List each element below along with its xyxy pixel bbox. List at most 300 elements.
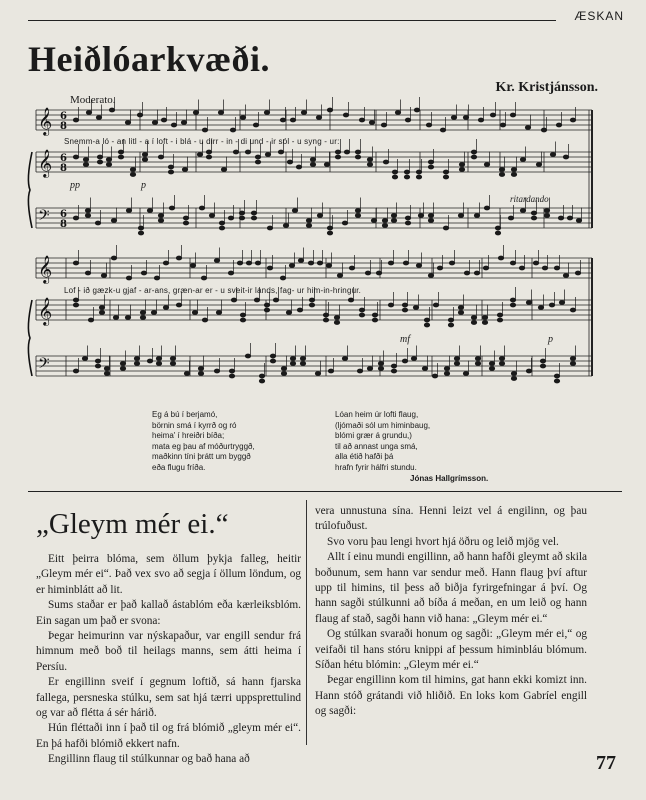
note-head — [391, 214, 396, 218]
note-head — [463, 116, 468, 120]
note-head — [138, 226, 143, 230]
dynamic-pp: pp — [70, 180, 80, 191]
note-head — [482, 316, 487, 320]
note-head — [290, 357, 295, 361]
note-head — [183, 221, 188, 225]
note-head — [106, 163, 111, 167]
dynamic-p-2: p — [548, 334, 553, 345]
note-head — [216, 311, 221, 315]
note-head — [111, 219, 116, 223]
note-head — [317, 214, 322, 218]
note-head — [296, 165, 301, 169]
lyrics-line-2: Lof - ið gæzk-u gjaf - ar-ans, græn-ar er - u sveit-ir lands, fag- ur him-in-hringur. — [64, 286, 362, 295]
composer-credit: Kr. Kristjánsson. — [495, 80, 598, 95]
note-head — [471, 155, 476, 159]
note-head — [251, 211, 256, 215]
note-head — [290, 118, 295, 122]
note-head — [259, 379, 264, 383]
note-head — [221, 168, 226, 172]
time-signature: 8 — [60, 219, 67, 230]
note-head — [104, 372, 109, 376]
note-head — [193, 111, 198, 115]
time-signature: 6 — [60, 209, 67, 220]
note-head — [301, 111, 306, 115]
note-head — [73, 155, 78, 159]
note-head — [300, 357, 305, 361]
note-head — [184, 372, 189, 376]
note-head — [214, 369, 219, 373]
note-head — [451, 116, 456, 120]
note-head — [118, 155, 123, 159]
note-head — [495, 231, 500, 235]
note-head — [367, 163, 372, 167]
note-head — [458, 306, 463, 310]
note-head — [290, 362, 295, 366]
poem-line: börnin smá í kyrrð og ró — [152, 420, 237, 430]
note-head — [490, 113, 495, 117]
note-head — [86, 111, 91, 115]
note-head — [463, 372, 468, 376]
note-head — [510, 303, 515, 307]
note-head — [416, 264, 421, 268]
page-number: 77 — [596, 752, 616, 774]
note-head — [255, 155, 260, 159]
note-head — [264, 303, 269, 307]
brace — [28, 300, 32, 376]
article-title: „Gleym mér ei.“ — [36, 508, 229, 540]
note-head — [229, 374, 234, 378]
note-head — [432, 374, 437, 378]
note-head — [554, 374, 559, 378]
note-head — [355, 150, 360, 154]
note-head — [147, 209, 152, 213]
treble-clef-icon: 𝄞 — [38, 107, 53, 135]
note-head — [73, 261, 78, 265]
note-head — [437, 266, 442, 270]
note-head — [163, 261, 168, 265]
note-head — [97, 155, 102, 159]
note-head — [283, 224, 288, 228]
brace — [28, 152, 32, 228]
note-head — [125, 316, 130, 320]
note-head — [372, 318, 377, 322]
note-head — [267, 266, 272, 270]
note-head — [289, 264, 294, 268]
note-head — [563, 155, 568, 159]
note-head — [508, 216, 513, 220]
note-head — [454, 362, 459, 366]
note-head — [171, 123, 176, 127]
note-head — [170, 357, 175, 361]
note-head — [281, 372, 286, 376]
note-head — [559, 301, 564, 305]
note-head — [83, 163, 88, 167]
note-head — [95, 364, 100, 368]
note-head — [558, 216, 563, 220]
note-head — [541, 128, 546, 132]
note-head — [449, 261, 454, 265]
note-head — [554, 266, 559, 270]
note-head — [511, 173, 516, 177]
note-head — [359, 308, 364, 312]
note-head — [130, 168, 135, 172]
note-head — [556, 123, 561, 127]
note-head — [405, 118, 410, 122]
note-head — [497, 313, 502, 317]
note-head — [526, 301, 531, 305]
note-head — [376, 271, 381, 275]
note-head — [202, 128, 207, 132]
note-head — [156, 362, 161, 366]
note-head — [95, 359, 100, 363]
note-head — [355, 155, 360, 159]
note-head — [478, 118, 483, 122]
note-head — [570, 308, 575, 312]
note-head — [297, 308, 302, 312]
note-head — [475, 357, 480, 361]
note-head — [495, 226, 500, 230]
note-head — [443, 170, 448, 174]
poem-line: mata eg þau af móðurtryggð, — [152, 441, 255, 451]
note-head — [359, 313, 364, 317]
note-head — [444, 372, 449, 376]
note-head — [111, 256, 116, 260]
note-head — [367, 158, 372, 162]
note-head — [88, 318, 93, 322]
article-paragraph: Svo voru þau lengi hvort hjá öðru og leið mjög vel. — [327, 535, 559, 548]
note-head — [365, 271, 370, 275]
note-head — [134, 362, 139, 366]
note-head — [181, 121, 186, 125]
bass-clef-icon: 𝄢 — [38, 355, 50, 376]
note-head — [140, 311, 145, 315]
note-head — [101, 274, 106, 278]
note-head — [134, 357, 139, 361]
note-head — [575, 271, 580, 275]
note-head — [270, 359, 275, 363]
note-head — [416, 175, 421, 179]
note-head — [458, 214, 463, 218]
note-head — [315, 372, 320, 376]
note-head — [328, 369, 333, 373]
note-head — [337, 274, 342, 278]
note-head — [372, 313, 377, 317]
note-head — [483, 266, 488, 270]
note-head — [359, 118, 364, 122]
note-head — [402, 303, 407, 307]
note-head — [378, 362, 383, 366]
note-head — [245, 354, 250, 358]
note-head — [414, 108, 419, 112]
note-head — [170, 362, 175, 366]
note-head — [163, 306, 168, 310]
note-head — [156, 357, 161, 361]
note-head — [382, 219, 387, 223]
note-head — [106, 158, 111, 162]
note-head — [198, 372, 203, 376]
note-head — [201, 276, 206, 280]
poem-line: til að annast unga smá, — [335, 441, 418, 451]
note-head — [306, 224, 311, 228]
note-head — [510, 113, 515, 117]
note-head — [381, 123, 386, 127]
note-head — [464, 271, 469, 275]
note-head — [280, 276, 285, 280]
note-head — [168, 170, 173, 174]
note-head — [281, 367, 286, 371]
note-head — [154, 276, 159, 280]
note-head — [542, 266, 547, 270]
note-head — [109, 108, 114, 112]
article-left-column — [36, 552, 301, 768]
note-head — [334, 321, 339, 325]
note-head — [428, 214, 433, 218]
note-head — [484, 163, 489, 167]
note-head — [239, 211, 244, 215]
note-head — [317, 261, 322, 265]
note-head — [563, 274, 568, 278]
running-head: ÆSKAN — [574, 9, 624, 23]
note-head — [270, 354, 275, 358]
note-head — [158, 155, 163, 159]
note-head — [158, 214, 163, 218]
poem-line: Lóan heim úr lofti flaug, — [335, 410, 419, 419]
note-head — [531, 211, 536, 215]
note-head — [152, 121, 157, 125]
note-head — [428, 165, 433, 169]
note-head — [357, 369, 362, 373]
note-head — [342, 221, 347, 225]
note-head — [73, 303, 78, 307]
time-signature: 6 — [60, 153, 67, 164]
article-paragraph: Er engillinn sveif í gegnum loftið, sá hann fjarska fallega, persneska stúlku, sem sat hjá tærri uppsprettulind og var að flétta á sér hárið. — [36, 676, 301, 720]
note-head — [85, 271, 90, 275]
note-head — [448, 323, 453, 327]
note-head — [309, 298, 314, 302]
note-head — [300, 362, 305, 366]
note-head — [475, 362, 480, 366]
note-head — [161, 118, 166, 122]
note-head — [498, 256, 503, 260]
note-head — [255, 261, 260, 265]
note-head — [206, 150, 211, 154]
note-head — [511, 377, 516, 381]
note-head — [458, 311, 463, 315]
note-head — [113, 316, 118, 320]
note-head — [570, 357, 575, 361]
note-head — [428, 219, 433, 223]
note-head — [489, 367, 494, 371]
note-head — [443, 175, 448, 179]
treble-clef-icon: 𝄞 — [38, 297, 53, 325]
note-head — [540, 364, 545, 368]
time-signature: 6 — [60, 111, 67, 122]
note-head — [497, 318, 502, 322]
note-head — [335, 150, 340, 154]
note-head — [424, 318, 429, 322]
note-head — [576, 219, 581, 223]
note-head — [310, 163, 315, 167]
note-head — [280, 118, 285, 122]
note-head — [168, 165, 173, 169]
note-head — [126, 209, 131, 213]
note-head — [405, 221, 410, 225]
note-head — [246, 261, 251, 265]
note-head — [73, 369, 78, 373]
lyrics-line-1: Snemm-a ló - an litl - a í loft - i blá - u dirr - in - di und - ir sól - u syng - ur: — [64, 137, 340, 146]
note-head — [422, 367, 427, 371]
section-rule — [28, 491, 622, 492]
note-head — [97, 160, 102, 164]
note-head — [192, 311, 197, 315]
note-head — [499, 173, 504, 177]
note-head — [454, 357, 459, 361]
note-head — [391, 364, 396, 368]
note-head — [245, 150, 250, 154]
note-head — [405, 216, 410, 220]
note-head — [218, 111, 223, 115]
note-head — [395, 111, 400, 115]
note-head — [388, 303, 393, 307]
note-head — [531, 216, 536, 220]
note-head — [540, 359, 545, 363]
poem-line: alla étið hafði þá — [335, 452, 394, 461]
note-head — [403, 261, 408, 265]
note-head — [253, 123, 258, 127]
note-head — [298, 259, 303, 263]
bass-clef-icon: 𝄢 — [38, 207, 50, 228]
poem-line: heima' í hreiðri bíða; — [152, 431, 225, 440]
note-head — [292, 209, 297, 213]
note-head — [538, 306, 543, 310]
note-head — [198, 367, 203, 371]
note-head — [471, 150, 476, 154]
note-head — [240, 116, 245, 120]
note-head — [142, 153, 147, 157]
note-head — [499, 168, 504, 172]
poem-line: (ljómaði sól um himinbaug, — [335, 420, 431, 430]
note-head — [287, 160, 292, 164]
poem-line: maðkinn tíni þrátt um byggð — [152, 452, 251, 461]
note-head — [533, 261, 538, 265]
dynamic-ritardando: ritardando — [510, 194, 549, 204]
note-head — [392, 170, 397, 174]
note-head — [316, 116, 321, 120]
note-head — [230, 128, 235, 132]
note-head — [99, 306, 104, 310]
poem-author: Jónas Hallgrímsson. — [410, 474, 489, 483]
article-paragraph: Eitt þeirra blóma, sem öllum þykja falleg, heitir „Gleym mér ei“. Það vex svo að segja í öllum löndum, og er himinblátt að lit. — [36, 553, 301, 596]
note-head — [510, 261, 515, 265]
note-head — [526, 369, 531, 373]
note-head — [309, 303, 314, 307]
note-head — [520, 209, 525, 213]
note-head — [324, 163, 329, 167]
note-head — [229, 369, 234, 373]
note-head — [125, 121, 130, 125]
note-head — [237, 261, 242, 265]
note-head — [259, 374, 264, 378]
article-paragraph: Og stúlkan svaraði honum og sagði: „Gleym mér ei,“ og veifaði til hans stóru knippi af þessum himinbláu blómum. Síðan hétu blómin: „Gleym mér ei.“ — [315, 628, 587, 672]
treble-clef-icon: 𝄞 — [38, 255, 53, 283]
note-head — [120, 367, 125, 371]
note-head — [255, 160, 260, 164]
note-head — [323, 313, 328, 317]
note-head — [444, 367, 449, 371]
tempo-marking: Moderato. — [70, 94, 116, 106]
note-head — [158, 219, 163, 223]
article-paragraph: Þegar engillinn kom til himins, gat hann ekki komizt inn. Hann stóð grátandi við hliðið. En loks kom Gabríel engill og sagði: — [315, 674, 587, 718]
article-paragraph: Engillinn flaug til stúlkunnar og bað hana að — [48, 753, 250, 766]
note-head — [326, 264, 331, 268]
note-head — [183, 216, 188, 220]
note-head — [355, 209, 360, 213]
note-head — [500, 123, 505, 127]
note-head — [251, 216, 256, 220]
note-head — [404, 170, 409, 174]
note-head — [327, 226, 332, 230]
note-head — [511, 168, 516, 172]
note-head — [510, 298, 515, 302]
note-head — [95, 221, 100, 225]
note-head — [228, 271, 233, 275]
article-paragraph: Sums staðar er það kallað ástablóm eða kærleiksblóm. Ein sagan um það er svona: — [36, 599, 301, 627]
note-head — [570, 362, 575, 366]
note-head — [344, 150, 349, 154]
note-head — [519, 266, 524, 270]
dynamic-mf: mf — [400, 334, 410, 345]
note-head — [182, 168, 187, 172]
note-head — [474, 271, 479, 275]
note-head — [83, 158, 88, 162]
note-head — [544, 214, 549, 218]
note-head — [413, 306, 418, 310]
note-head — [369, 121, 374, 125]
note-head — [416, 170, 421, 174]
note-head — [104, 367, 109, 371]
note-head — [73, 298, 78, 302]
note-head — [209, 214, 214, 218]
note-head — [176, 303, 181, 307]
note-head — [138, 231, 143, 235]
note-head — [137, 113, 142, 117]
note-head — [426, 123, 431, 127]
note-head — [327, 108, 332, 112]
song-title: Heiðlóarkvæði. — [28, 39, 270, 79]
note-head — [231, 298, 236, 302]
note-head — [310, 158, 315, 162]
note-head — [371, 219, 376, 223]
note-head — [489, 362, 494, 366]
note-head — [199, 206, 204, 210]
note-head — [264, 111, 269, 115]
note-head — [511, 372, 516, 376]
article-paragraph: Hún fléttaði inn í það til og frá blómið „gleym mér ei“. En þá hafði blómið ekkert nafn. — [36, 722, 301, 750]
note-head — [118, 150, 123, 154]
note-head — [140, 316, 145, 320]
note-head — [418, 214, 423, 218]
note-head — [214, 259, 219, 263]
note-head — [120, 362, 125, 366]
note-head — [448, 318, 453, 322]
article-paragraph: Allt í einu mundi engillinn, að hann hafði gleymt að skila boðunum, sem hann var sendur með. Hann flaug því aftur upp til himins, til þess að biðja fyrirgefningar á því. Og hann sagði stúlkunni að bíða á meðan, en um leið og hann flaug af stað, sagði hann við hana: „Gleym mér ei.“ — [315, 551, 587, 625]
note-head — [73, 118, 78, 122]
note-head — [130, 173, 135, 177]
note-head — [402, 359, 407, 363]
note-head — [73, 216, 78, 220]
note-head — [391, 219, 396, 223]
note-head — [520, 158, 525, 162]
